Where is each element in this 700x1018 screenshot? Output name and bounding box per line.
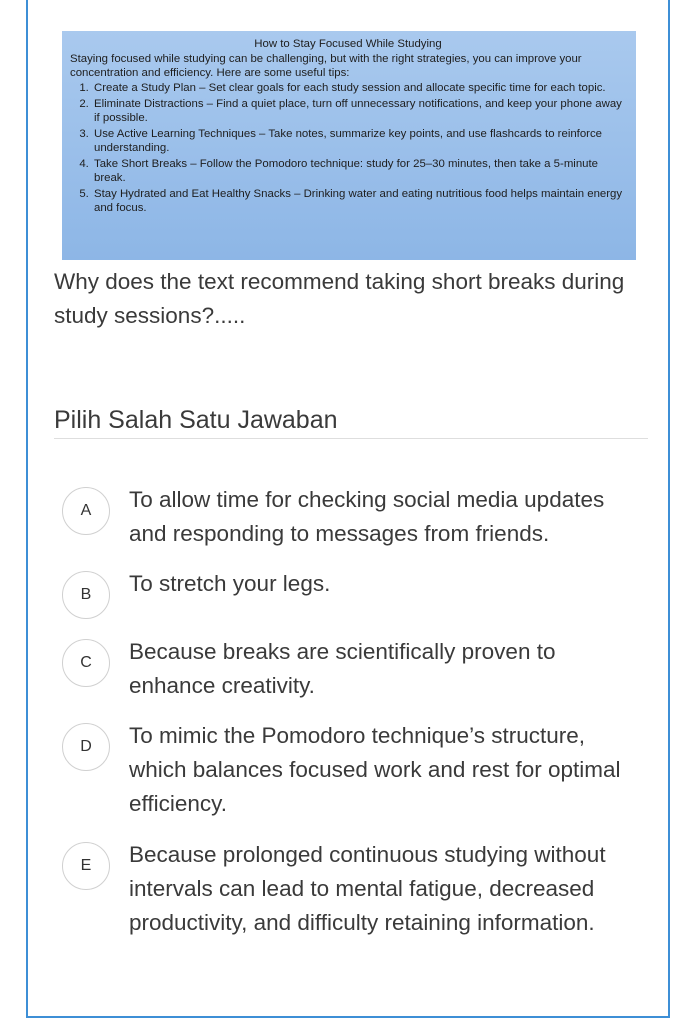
tip-item: 5. Stay Hydrated and Eat Healthy Snacks – Drinking water and eating nutritious food helps maintain energy and focus. — [92, 187, 626, 215]
passage-title: How to Stay Focused While Studying — [254, 38, 442, 50]
option-letter-badge[interactable]: E — [62, 842, 110, 890]
option-text[interactable]: To allow time for checking social media updates and responding to messages from friends. — [129, 487, 605, 546]
question-text: Why does the text recommend taking short breaks during study sessions?..... — [54, 269, 625, 328]
option-letter-badge[interactable]: A — [62, 487, 110, 535]
option-text[interactable]: To stretch your legs. — [129, 571, 331, 596]
option-text[interactable]: To mimic the Pomodoro technique’s structure, which balances focused work and rest for optimal efficiency. — [129, 723, 621, 816]
tip-item: 2. Eliminate Distractions – Find a quiet place, turn off unnecessary notifications, and keep your phone away if possible. — [92, 97, 626, 125]
option-text[interactable]: Because breaks are scientifically proven to enhance creativity. — [129, 639, 556, 698]
reading-passage — [62, 31, 636, 260]
option-letter-badge[interactable]: C — [62, 639, 110, 687]
tip-item: 1. Create a Study Plan – Set clear goals for each study session and allocate specific time for each topic. — [92, 81, 626, 95]
option-letter-badge[interactable]: B — [62, 571, 110, 619]
option-letter-badge[interactable]: D — [62, 723, 110, 771]
answer-section-title: Pilih Salah Satu Jawaban — [54, 406, 338, 434]
tip-item: 4. Take Short Breaks – Follow the Pomodoro technique: study for 25–30 minutes, then take a 5-minute break. — [92, 157, 626, 185]
tips-list — [70, 81, 626, 215]
option-text[interactable]: Because prolonged continuous studying without intervals can lead to mental fatigue, decreased productivity, and difficulty retaining information. — [129, 842, 606, 935]
tip-item: 3. Use Active Learning Techniques – Take notes, summarize key points, and use flashcards to reinforce understanding. — [92, 127, 626, 155]
passage-intro: Staying focused while studying can be challenging, but with the right strategies, you can improve your concentration and efficiency. Here are some useful tips: — [70, 53, 582, 79]
divider — [54, 438, 648, 439]
